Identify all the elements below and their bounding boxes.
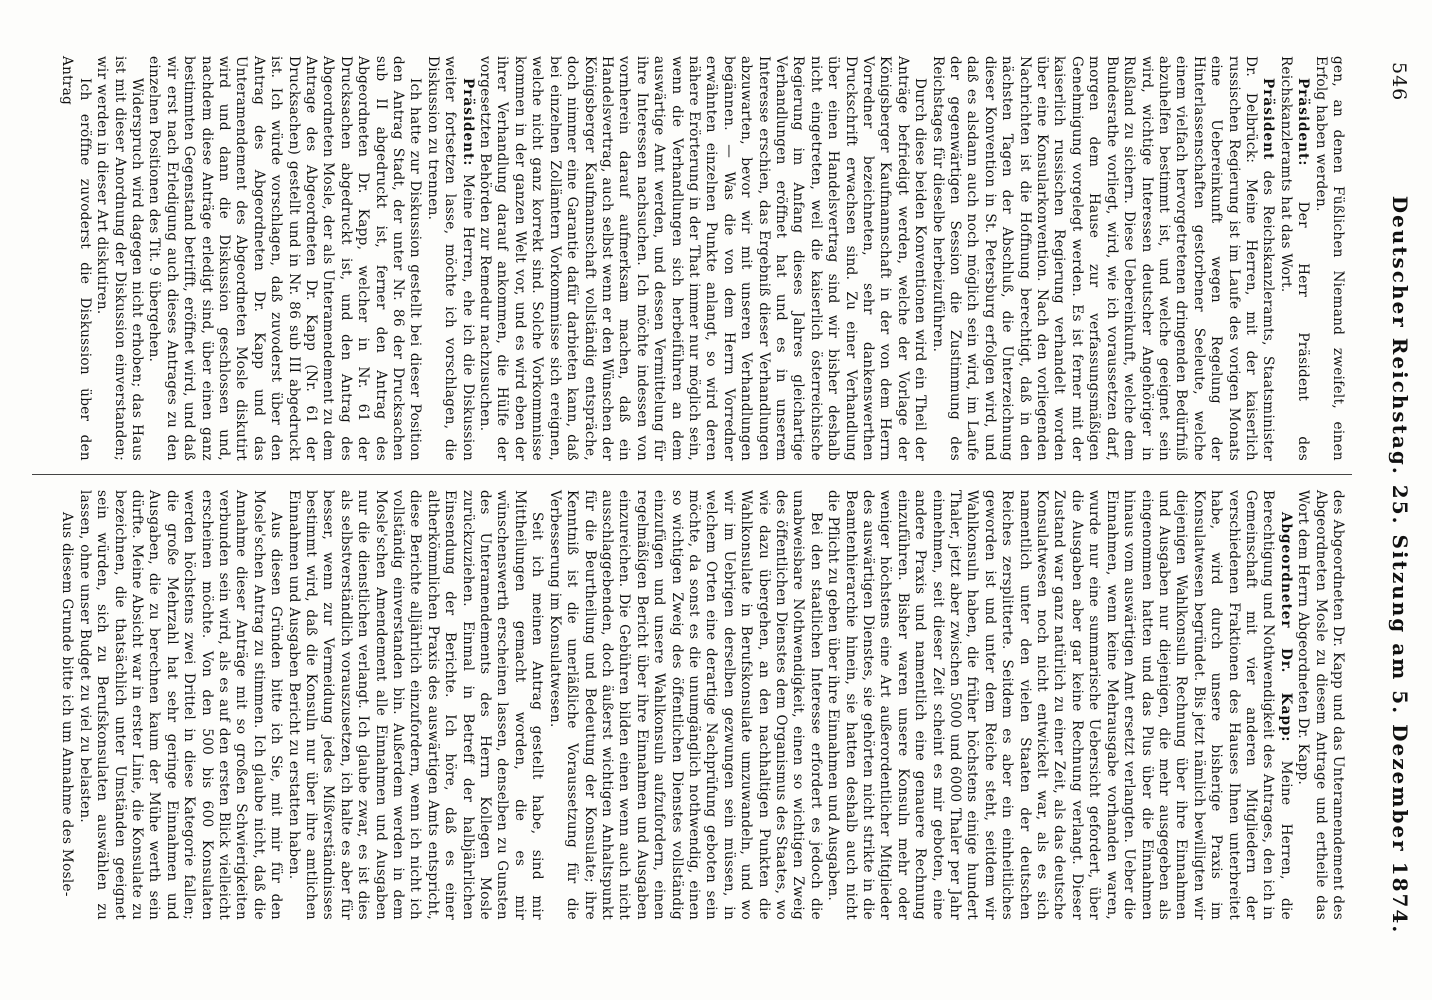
paragraph-text: Aus diesen Gründen bitte ich Sie, mit mir für den Mosle'schen Antrag zu stimmen. Ich glaube nicht, daß die Annahme dieser Anträge mit so großen Schwierigkeiten verbunden sein wird, als es auf den ersten Blick vielleicht erscheinen möchte. Von den 500 bis 600 Konsulaten werden höchstens zwei Drittel in diese Kategorie fallen; die große Mehrzahl hat sehr geringe Einnahmen und Ausgaben, die zu berechnen kaum der Mühe werth sein dürfte. Meine Absicht war in erster Linie, die Konsulate zu bezeichnen, die thatsächlich unter Umständen geeignet sein würden, sich zu Berufskonsulaten auswählen zu lassen, ohne unser Budget zu viel zu belasten. [76,490,285,920]
paragraph [928,56,1276,461]
page-header [1382,40,1416,960]
speaker-name: Abgeordneter Dr. Kapp: [1277,512,1294,743]
paragraph [1276,56,1311,461]
paragraph-text: Aus diesem Grunde bitte ich um Annahme des Mosle- [59,512,76,897]
speaker-name: Präsident [1260,78,1277,161]
paragraph-text: Ich eröffne zuvoderst die Diskussion über den Antrag [59,56,93,461]
column-rule [32,474,1352,475]
paragraph-text: Meine Herren, ehe ich die Diskussion weiter fortsetzen lasse, möchte ich vorschlagen, die Diskussion zu trennen. [424,56,476,462]
paragraph [824,490,1294,920]
paragraph-text: Durch diese beiden Konventionen wird ein Theil der Anträge befriedigt werden, welche der Vorlage der Königsberger Kaufmannschaft in der von dem Herrn Vorredner bezeichneten, sehr dankenswerthen Druckschrift erwachsen sind. Zu einer Verhandlung über einen Handelsvertrag sind wir bisher deshalb nicht eingetreten, weil die kaiserlich österreichische Regierung im Anfang dieses Jahres gleichartige Verhandlungen eröffnet hat und es in unserem Interesse erschien, das Ergebniß dieser Verhandlungen abzuwarten, bevor wir mit unseren Verhandlungen begännen. — Was die von dem Herrn Vorredner erwähnten einzelnen Punkte anlangt, so wird deren nähere Erörterung in der That immer nur möglich sein, wenn die Verhandlungen sich herbeiführen an dem auswärtige Amt werden, und dessen Vermittelung für ihre Interessen nachsuchen. Ich möchte indessen von vornherein darauf aufmerksam machen, daß ein Handelsvertrag, auch selbst wenn er den Wünschen der Königsberger Kaufmannschaft vollständig entspräche, doch nimmer eine Garantie dafür darbieten kann, daß bei einzelnen Zollämtern Vorkommnisse sich ereignen, welche nicht ganz korrekt sind. Solche Vorkommnisse kommen in der ganzen Welt vor, und es wird eben der ihrer Verhandlung darauf ankommen, die Hülfe der vorgesetzten Behörden zur Remedur nachzusuchen. [477,56,929,461]
paragraph-text: Widerspruch wird dagegen nicht erhoben; das Haus ist mit dieser Anordnung der Diskussion einverstanden; wir werden in dieser Art diskutiren. [94,56,145,461]
paragraph-text: Der Herr Präsident des Reichskanzleramts hat das Wort. [1277,56,1312,461]
paragraph [145,56,424,461]
paragraph [75,490,284,920]
page-number: 546 [1388,62,1410,102]
paragraph-text: des Abgeordneten Dr. Kapp und das Unteramendement des Abgeordneten Mosle zu diesem Antrage und ertheile das Wort dem Herrn Abgeordneten Dr. Kapp. [1295,490,1346,920]
paragraph-text: Bei den staatlichen Interesse erfordert es jedoch die unabweisbare Nothwendigkeit, einen so wichtigen Zweig des öffentlichen Dienstes dem Organismus des Staates, wo wie dazu übergehen, an den nachhaltigen Punkten die Wahlkonsulate in Berufskonsulate umzuwandeln, und wo wir im Uebrigen derselben gezwungen sein müssen, in welchem Orten eine derartige Nachprüfung geboten sein möchte, da sonst es die unumgänglich nothwendig, einen so wichtigen Zweig des öffentlichen Dienstes vollständig einzufügen und unsere Wahlkonsuln aufzufordern, einen regelmäßigen Bericht über ihre Einnahmen und Ausgaben einzureichen. Die Gebühren bilden einen wenn auch nicht ausschlaggebenden, doch äußerst wichtigen Anhaltspunkt für die Beurtheilung und Bedeutung der Konsulate; ihre Kenntniß ist die unerläßliche Voraussetzung für die Verbesserung im Konsulatwesen. [546,490,824,920]
paragraph-text: des Reichskanzleramts, Staatsminister Dr. Delbrück: Meine Herren, mit der kaiserlich russischen Regierung ist im Laufe des vorigen Monats eine Uebereinkunft wegen Regelung der Hinterlassenschaften gestorbener Seeleute, welche einem vielfach hervorgetretenen dringenden Bedürfniß abzuhelfen bestimmt ist, und welche geeignet sein wird, wichtige Interessen deutscher Angehöriger in Rußland zu sichern. Diese Uebereinkunft, welche dem Bundesrathe vorliegt, wird, wie ich voraussetzen darf, morgen dem Hause zur verfassungsmäßigen Genehmigung vorgelegt werden. Es ist ferner mit der kaiserlich russischen Regierung verhandelt worden über eine Konsularkonvention. Nach den vorliegenden Nachrichten ist die Hoffnung berechtigt, daß in den nächsten Tagen der Abschluß, die Unterzeichnung dieser Konvention in St. Petersburg erfolgen wird, und daß es alsdann auch noch möglich sein wird, im Laufe der gegenwärtigen Session die Zustimmung des Reichstages für dieselbe herbeizuführen. [929,56,1277,461]
paragraph [1294,490,1346,920]
running-head: Deutscher Reichstag. 25. Sitzung am 5. Dezember 1874. [1388,195,1412,935]
speaker-name: Präsident: [1295,78,1312,167]
paragraph-text: gen, an denen Füßlichen Niemand zweifelt, einen Erfolg haben werden. [1312,56,1346,461]
paragraph [284,490,545,920]
paragraph-text: Seit ich meinen Antrag gestellt habe, sind mir Mittheilungen gemacht worden, die es mir wünschenswerth erscheinen lassen, denselben zu Gunsten des Unteramendements des Herrn Kollegen Mosle zurückzuziehen. Einmal in Betreff der halbjährlichen Einsendung der Berichte. Ich höre, daß es einer altherkömmlichen Praxis des auswärtigen Amts entspricht, diese Berichte alljährlich einzufordern, wenn ich nicht ich vollständig einverstanden bin. Außerdem werden in dem Mosle'schen Amendement alle Einnahmen und Ausgaben nur die dienstlichen verlangt. Ich glaube zwar, es ist dies als selbstverständlich vorauszusetzen, ich halte es aber für besser, wenn zur Vermeidung jedes Mißverständnisses bestimmt wird, daß die Konsuln nur über ihre amtlichen Einnahmen und Ausgaben Bericht zu erstatten haben. [285,490,546,920]
paragraph [93,56,145,461]
paragraph-text: Meine Herren, die Berechtigung und Nothwendigkeit des Antrages, den ich in Gemeinschaft mit vier anderen Mitgliedern der verschiedenen Fraktionen des Hauses Ihnen unterbreitet habe, wird durch unsere bisherige Praxis im Konsulatwesen begründet. Bis jetzt nämlich bewilligten wir diejenigen Wahlkonsuln Rechnung über ihre Einnahmen und Ausgaben nur diejenigen, die mehr ausgegeben als eingenommen hatten und das Plus über die Einnahmen hinaus vom auswärtigen Amt ersetzt verlangten. Ueber die Einnahmen, wenn keine Mehrausgabe vorhanden waren, wurde nur eine summarische Uebersicht gefordert, über die Ausgaben aber gar keine Rechnung verlangt. Dieser Zustand war ganz natürlich zu einer Zeit, als das deutsche Konsulatwesen noch nicht entwickelt war, als es sich namentlich unter den vielen Staaten der deutschen Reiches zersplitterte. Seitdem es aber ein einheitliches geworden ist und unter dem Reiche steht, seitdem wir Wahlkonsuln haben, die früher höchstens einige hundert Thaler, jetzt aber zwischen 5000 und 6000 Thaler per Jahr einnehmen, seit dieser Zeit scheint es mir geboten, eine andere Praxis und namentlich eine genauere Rechnung einzuführen. Bisher waren unsere Konsuln mehr oder weniger höchstens eine Art außerordentlicher Mitglieder des auswärtigen Dienstes, sie gehörten nicht strikte in die Beamtenhierarchie hinein, sie hatten deshalb auch nicht die Pflicht zu geben über ihre Einnahmen und Ausgaben. [825,490,1294,920]
right-column [58,490,1346,920]
paragraph-text: Ich hatte zur Diskussion gestellt bei dieser Position den Antrag Stadt, der unter Nr. 86 der Drucksachen sub II abgedruckt ist, ferner den Antrag des Abgeordneten Dr. Kapp, welcher in Nr. 61 der Drucksachen abgedruckt ist, und den Antrag des Abgeordneten Mosle, der als Unteramendement zu dem Antrage des Abgeordneten Dr. Kapp (Nr. 61 der Drucksachen) gestellt und in Nr. 86 sub III abgedruckt ist. Ich würde vorschlagen, daß zuvoderst über den Antrag des Abgeordneten Dr. Kapp und das Unteramendement des Abgeordneten Mosle diskutirt wird und dann die Diskussion geschlossen und, nachdem diese Anträge erledigt sind, über einen ganz bestimmten Gegenstand betrifft, eröffnet wird, und daß wir erst nach Erledigung auch dieses Antrages zu den einzelnen Positionen des Tit. 9 übergehen. [146,56,424,461]
left-column [58,56,1346,461]
paragraph [476,56,929,461]
paragraph [1311,56,1346,461]
paragraph [545,490,824,920]
speaker-name: Präsident: [459,78,476,167]
paragraph [58,490,75,920]
paragraph [423,56,475,461]
paragraph [58,56,93,461]
